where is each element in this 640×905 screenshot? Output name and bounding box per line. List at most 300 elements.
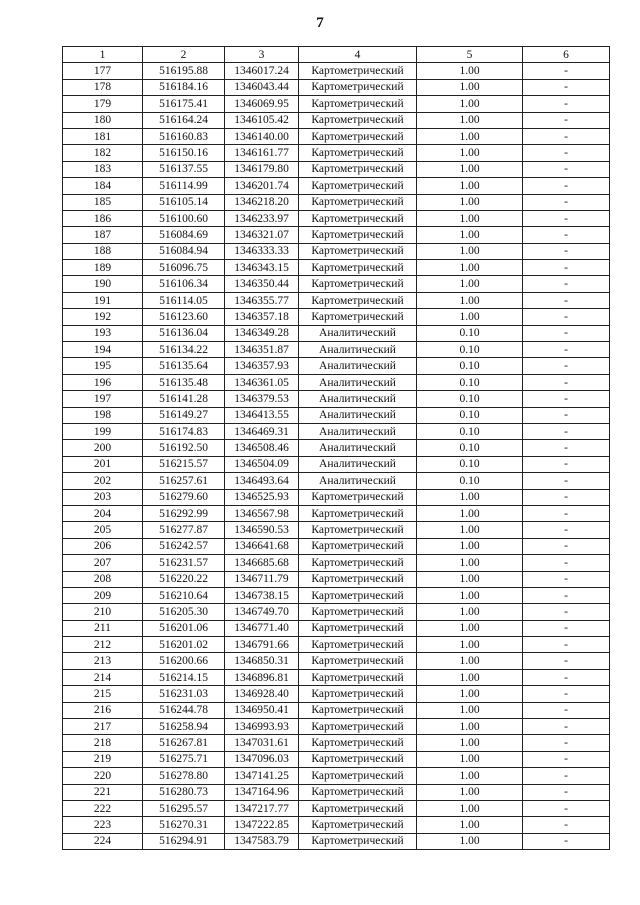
x-coordinate-cell: 516270.31: [143, 817, 225, 833]
x-coordinate-cell: 516279.60: [143, 489, 225, 505]
note-cell: -: [523, 112, 610, 128]
point-number-cell: 211: [63, 620, 143, 636]
y-coordinate-cell: 1346233.97: [225, 210, 299, 226]
table-row: [63, 784, 610, 800]
accuracy-cell: 1.00: [417, 719, 523, 735]
table-row: [63, 505, 610, 521]
accuracy-cell: 1.00: [417, 227, 523, 243]
accuracy-cell: 1.00: [417, 817, 523, 833]
y-coordinate-cell: 1346017.24: [225, 63, 299, 79]
accuracy-cell: 0.10: [417, 325, 523, 341]
point-number-cell: 222: [63, 800, 143, 816]
table-row: [63, 538, 610, 554]
note-cell: -: [523, 391, 610, 407]
table-row: [63, 440, 610, 456]
method-cell: Картометрический: [299, 276, 417, 292]
method-cell: Картометрический: [299, 735, 417, 751]
table-body: [63, 63, 610, 850]
x-coordinate-cell: 516174.83: [143, 423, 225, 439]
method-cell: Картометрический: [299, 522, 417, 538]
accuracy-cell: 1.00: [417, 522, 523, 538]
accuracy-cell: 1.00: [417, 571, 523, 587]
x-coordinate-cell: 516280.73: [143, 784, 225, 800]
note-cell: -: [523, 735, 610, 751]
point-number-cell: 190: [63, 276, 143, 292]
note-cell: -: [523, 227, 610, 243]
table-row: [63, 555, 610, 571]
y-coordinate-cell: 1346201.74: [225, 178, 299, 194]
accuracy-cell: 1.00: [417, 555, 523, 571]
x-coordinate-cell: 516195.88: [143, 63, 225, 79]
table-row: [63, 817, 610, 833]
x-coordinate-cell: 516084.94: [143, 243, 225, 259]
note-cell: -: [523, 145, 610, 161]
note-cell: -: [523, 686, 610, 702]
column-header: 2: [143, 47, 225, 63]
note-cell: -: [523, 194, 610, 210]
accuracy-cell: 1.00: [417, 538, 523, 554]
note-cell: -: [523, 374, 610, 390]
note-cell: -: [523, 128, 610, 144]
point-number-cell: 202: [63, 473, 143, 489]
table-row: [63, 96, 610, 112]
table-row: [63, 669, 610, 685]
y-coordinate-cell: 1346355.77: [225, 292, 299, 308]
x-coordinate-cell: 516277.87: [143, 522, 225, 538]
method-cell: Картометрический: [299, 620, 417, 636]
point-number-cell: 217: [63, 719, 143, 735]
x-coordinate-cell: 516114.99: [143, 178, 225, 194]
method-cell: Картометрический: [299, 79, 417, 95]
point-number-cell: 213: [63, 653, 143, 669]
point-number-cell: 183: [63, 161, 143, 177]
x-coordinate-cell: 516214.15: [143, 669, 225, 685]
column-header: 3: [225, 47, 299, 63]
point-number-cell: 197: [63, 391, 143, 407]
point-number-cell: 195: [63, 358, 143, 374]
note-cell: -: [523, 79, 610, 95]
accuracy-cell: 0.10: [417, 358, 523, 374]
note-cell: -: [523, 342, 610, 358]
note-cell: -: [523, 833, 610, 849]
y-coordinate-cell: 1346771.40: [225, 620, 299, 636]
table-row: [63, 522, 610, 538]
y-coordinate-cell: 1346179.80: [225, 161, 299, 177]
accuracy-cell: 1.00: [417, 686, 523, 702]
method-cell: Картометрический: [299, 260, 417, 276]
table-row: [63, 243, 610, 259]
accuracy-cell: 1.00: [417, 128, 523, 144]
note-cell: -: [523, 620, 610, 636]
accuracy-cell: 1.00: [417, 276, 523, 292]
accuracy-cell: 1.00: [417, 63, 523, 79]
table-row: [63, 489, 610, 505]
x-coordinate-cell: 516164.24: [143, 112, 225, 128]
note-cell: -: [523, 440, 610, 456]
method-cell: Аналитический: [299, 358, 417, 374]
method-cell: Картометрический: [299, 292, 417, 308]
note-cell: -: [523, 423, 610, 439]
x-coordinate-cell: 516294.91: [143, 833, 225, 849]
method-cell: Картометрический: [299, 63, 417, 79]
y-coordinate-cell: 1346567.98: [225, 505, 299, 521]
note-cell: -: [523, 505, 610, 521]
table-row: [63, 604, 610, 620]
table-row: [63, 751, 610, 767]
method-cell: Картометрический: [299, 178, 417, 194]
table-row: [63, 63, 610, 79]
y-coordinate-cell: 1346069.95: [225, 96, 299, 112]
point-number-cell: 201: [63, 456, 143, 472]
y-coordinate-cell: 1346525.93: [225, 489, 299, 505]
point-number-cell: 182: [63, 145, 143, 161]
y-coordinate-cell: 1346590.53: [225, 522, 299, 538]
point-number-cell: 209: [63, 587, 143, 603]
y-coordinate-cell: 1347096.03: [225, 751, 299, 767]
note-cell: -: [523, 800, 610, 816]
x-coordinate-cell: 516084.69: [143, 227, 225, 243]
method-cell: Картометрический: [299, 309, 417, 325]
method-cell: Картометрический: [299, 800, 417, 816]
note-cell: -: [523, 587, 610, 603]
note-cell: -: [523, 571, 610, 587]
point-number-cell: 220: [63, 768, 143, 784]
accuracy-cell: 0.10: [417, 407, 523, 423]
method-cell: Картометрический: [299, 227, 417, 243]
x-coordinate-cell: 516258.94: [143, 719, 225, 735]
point-number-cell: 223: [63, 817, 143, 833]
note-cell: -: [523, 178, 610, 194]
table-row: [63, 637, 610, 653]
column-header: 5: [417, 47, 523, 63]
method-cell: Картометрический: [299, 669, 417, 685]
method-cell: Картометрический: [299, 505, 417, 521]
accuracy-cell: 1.00: [417, 260, 523, 276]
method-cell: Картометрический: [299, 784, 417, 800]
y-coordinate-cell: 1346140.00: [225, 128, 299, 144]
point-number-cell: 205: [63, 522, 143, 538]
point-number-cell: 196: [63, 374, 143, 390]
accuracy-cell: 1.00: [417, 79, 523, 95]
point-number-cell: 185: [63, 194, 143, 210]
note-cell: -: [523, 719, 610, 735]
point-number-cell: 181: [63, 128, 143, 144]
note-cell: -: [523, 96, 610, 112]
x-coordinate-cell: 516220.22: [143, 571, 225, 587]
note-cell: -: [523, 243, 610, 259]
point-number-cell: 177: [63, 63, 143, 79]
x-coordinate-cell: 516278.80: [143, 768, 225, 784]
note-cell: -: [523, 489, 610, 505]
x-coordinate-cell: 516096.75: [143, 260, 225, 276]
method-cell: Картометрический: [299, 686, 417, 702]
accuracy-cell: 1.00: [417, 210, 523, 226]
method-cell: Картометрический: [299, 833, 417, 849]
note-cell: -: [523, 63, 610, 79]
column-header: 1: [63, 47, 143, 63]
method-cell: Картометрический: [299, 194, 417, 210]
point-number-cell: 216: [63, 702, 143, 718]
table-row: [63, 292, 610, 308]
note-cell: -: [523, 358, 610, 374]
note-cell: -: [523, 292, 610, 308]
table-row: [63, 735, 610, 751]
accuracy-cell: 1.00: [417, 800, 523, 816]
accuracy-cell: 0.10: [417, 423, 523, 439]
table-row: [63, 620, 610, 636]
y-coordinate-cell: 1347222.85: [225, 817, 299, 833]
method-cell: Картометрический: [299, 112, 417, 128]
table-row: [63, 276, 610, 292]
table-row: [63, 358, 610, 374]
y-coordinate-cell: 1346711.79: [225, 571, 299, 587]
table-row: [63, 702, 610, 718]
table-row: [63, 686, 610, 702]
note-cell: -: [523, 784, 610, 800]
accuracy-cell: 1.00: [417, 637, 523, 653]
table-row: [63, 260, 610, 276]
point-number-cell: 206: [63, 538, 143, 554]
note-cell: -: [523, 817, 610, 833]
note-cell: -: [523, 210, 610, 226]
y-coordinate-cell: 1346357.18: [225, 309, 299, 325]
y-coordinate-cell: 1346351.87: [225, 342, 299, 358]
x-coordinate-cell: 516137.55: [143, 161, 225, 177]
page-number: 7: [316, 15, 324, 31]
y-coordinate-cell: 1346321.07: [225, 227, 299, 243]
y-coordinate-cell: 1346413.55: [225, 407, 299, 423]
table-row: [63, 719, 610, 735]
accuracy-cell: 1.00: [417, 112, 523, 128]
note-cell: -: [523, 637, 610, 653]
method-cell: Картометрический: [299, 555, 417, 571]
point-number-cell: 208: [63, 571, 143, 587]
x-coordinate-cell: 516210.64: [143, 587, 225, 603]
note-cell: -: [523, 751, 610, 767]
method-cell: Картометрический: [299, 637, 417, 653]
y-coordinate-cell: 1346469.31: [225, 423, 299, 439]
accuracy-cell: 1.00: [417, 505, 523, 521]
x-coordinate-cell: 516105.14: [143, 194, 225, 210]
accuracy-cell: 1.00: [417, 768, 523, 784]
table-row: [63, 194, 610, 210]
point-number-cell: 186: [63, 210, 143, 226]
x-coordinate-cell: 516244.78: [143, 702, 225, 718]
note-cell: -: [523, 325, 610, 341]
method-cell: Картометрический: [299, 128, 417, 144]
table-row: [63, 456, 610, 472]
point-number-cell: 191: [63, 292, 143, 308]
point-number-cell: 212: [63, 637, 143, 653]
column-header: 4: [299, 47, 417, 63]
y-coordinate-cell: 1347141.25: [225, 768, 299, 784]
y-coordinate-cell: 1347164.96: [225, 784, 299, 800]
table-row: [63, 391, 610, 407]
table-header-row: [63, 47, 610, 63]
method-cell: Картометрический: [299, 817, 417, 833]
point-number-cell: 180: [63, 112, 143, 128]
accuracy-cell: 0.10: [417, 342, 523, 358]
y-coordinate-cell: 1346950.41: [225, 702, 299, 718]
point-number-cell: 219: [63, 751, 143, 767]
x-coordinate-cell: 516135.48: [143, 374, 225, 390]
x-coordinate-cell: 516106.34: [143, 276, 225, 292]
method-cell: Аналитический: [299, 342, 417, 358]
table-row: [63, 571, 610, 587]
y-coordinate-cell: 1346361.05: [225, 374, 299, 390]
coordinates-table: [62, 46, 610, 850]
note-cell: -: [523, 653, 610, 669]
note-cell: -: [523, 276, 610, 292]
accuracy-cell: 0.10: [417, 456, 523, 472]
y-coordinate-cell: 1346357.93: [225, 358, 299, 374]
y-coordinate-cell: 1346343.15: [225, 260, 299, 276]
method-cell: Картометрический: [299, 587, 417, 603]
accuracy-cell: 1.00: [417, 653, 523, 669]
table-row: [63, 309, 610, 325]
method-cell: Картометрический: [299, 243, 417, 259]
method-cell: Картометрический: [299, 145, 417, 161]
method-cell: Картометрический: [299, 571, 417, 587]
note-cell: -: [523, 456, 610, 472]
table-row: [63, 79, 610, 95]
table-row: [63, 227, 610, 243]
x-coordinate-cell: 516114.05: [143, 292, 225, 308]
table-row: [63, 128, 610, 144]
table-row: [63, 178, 610, 194]
y-coordinate-cell: 1346508.46: [225, 440, 299, 456]
accuracy-cell: 1.00: [417, 194, 523, 210]
x-coordinate-cell: 516231.57: [143, 555, 225, 571]
x-coordinate-cell: 516160.83: [143, 128, 225, 144]
note-cell: -: [523, 702, 610, 718]
method-cell: Картометрический: [299, 653, 417, 669]
accuracy-cell: 1.00: [417, 489, 523, 505]
x-coordinate-cell: 516275.71: [143, 751, 225, 767]
y-coordinate-cell: 1346493.64: [225, 473, 299, 489]
accuracy-cell: 1.00: [417, 784, 523, 800]
point-number-cell: 188: [63, 243, 143, 259]
point-number-cell: 203: [63, 489, 143, 505]
y-coordinate-cell: 1346161.77: [225, 145, 299, 161]
method-cell: Картометрический: [299, 604, 417, 620]
table-row: [63, 112, 610, 128]
point-number-cell: 178: [63, 79, 143, 95]
accuracy-cell: 0.10: [417, 374, 523, 390]
y-coordinate-cell: 1346641.68: [225, 538, 299, 554]
x-coordinate-cell: 516201.06: [143, 620, 225, 636]
note-cell: -: [523, 555, 610, 571]
x-coordinate-cell: 516200.66: [143, 653, 225, 669]
method-cell: Аналитический: [299, 374, 417, 390]
accuracy-cell: 1.00: [417, 702, 523, 718]
table-row: [63, 800, 610, 816]
point-number-cell: 194: [63, 342, 143, 358]
accuracy-cell: 1.00: [417, 735, 523, 751]
table-row: [63, 833, 610, 849]
y-coordinate-cell: 1346043.44: [225, 79, 299, 95]
x-coordinate-cell: 516242.57: [143, 538, 225, 554]
column-header: 6: [523, 47, 610, 63]
x-coordinate-cell: 516123.60: [143, 309, 225, 325]
x-coordinate-cell: 516150.16: [143, 145, 225, 161]
table-row: [63, 161, 610, 177]
method-cell: Картометрический: [299, 751, 417, 767]
note-cell: -: [523, 538, 610, 554]
point-number-cell: 198: [63, 407, 143, 423]
accuracy-cell: 1.00: [417, 96, 523, 112]
table-row: [63, 587, 610, 603]
method-cell: Аналитический: [299, 407, 417, 423]
point-number-cell: 193: [63, 325, 143, 341]
method-cell: Картометрический: [299, 538, 417, 554]
point-number-cell: 187: [63, 227, 143, 243]
method-cell: Картометрический: [299, 489, 417, 505]
accuracy-cell: 1.00: [417, 243, 523, 259]
accuracy-cell: 1.00: [417, 309, 523, 325]
point-number-cell: 204: [63, 505, 143, 521]
accuracy-cell: 0.10: [417, 473, 523, 489]
note-cell: -: [523, 669, 610, 685]
table-row: [63, 407, 610, 423]
y-coordinate-cell: 1346791.66: [225, 637, 299, 653]
method-cell: Аналитический: [299, 391, 417, 407]
table-row: [63, 653, 610, 669]
x-coordinate-cell: 516184.16: [143, 79, 225, 95]
point-number-cell: 224: [63, 833, 143, 849]
method-cell: Аналитический: [299, 473, 417, 489]
accuracy-cell: 0.10: [417, 440, 523, 456]
table-row: [63, 325, 610, 341]
accuracy-cell: 1.00: [417, 669, 523, 685]
point-number-cell: 221: [63, 784, 143, 800]
table-row: [63, 342, 610, 358]
accuracy-cell: 1.00: [417, 292, 523, 308]
accuracy-cell: 1.00: [417, 604, 523, 620]
note-cell: -: [523, 161, 610, 177]
accuracy-cell: 1.00: [417, 145, 523, 161]
y-coordinate-cell: 1346105.42: [225, 112, 299, 128]
y-coordinate-cell: 1346928.40: [225, 686, 299, 702]
x-coordinate-cell: 516295.57: [143, 800, 225, 816]
x-coordinate-cell: 516205.30: [143, 604, 225, 620]
note-cell: -: [523, 309, 610, 325]
point-number-cell: 184: [63, 178, 143, 194]
point-number-cell: 218: [63, 735, 143, 751]
x-coordinate-cell: 516134.22: [143, 342, 225, 358]
method-cell: Картометрический: [299, 210, 417, 226]
method-cell: Картометрический: [299, 768, 417, 784]
y-coordinate-cell: 1347031.61: [225, 735, 299, 751]
y-coordinate-cell: 1346749.70: [225, 604, 299, 620]
point-number-cell: 207: [63, 555, 143, 571]
table-row: [63, 768, 610, 784]
x-coordinate-cell: 516135.64: [143, 358, 225, 374]
note-cell: -: [523, 473, 610, 489]
method-cell: Аналитический: [299, 456, 417, 472]
accuracy-cell: 1.00: [417, 178, 523, 194]
x-coordinate-cell: 516149.27: [143, 407, 225, 423]
method-cell: Аналитический: [299, 423, 417, 439]
point-number-cell: 214: [63, 669, 143, 685]
x-coordinate-cell: 516231.03: [143, 686, 225, 702]
point-number-cell: 215: [63, 686, 143, 702]
accuracy-cell: 1.00: [417, 161, 523, 177]
point-number-cell: 199: [63, 423, 143, 439]
x-coordinate-cell: 516175.41: [143, 96, 225, 112]
y-coordinate-cell: 1346218.20: [225, 194, 299, 210]
y-coordinate-cell: 1346685.68: [225, 555, 299, 571]
